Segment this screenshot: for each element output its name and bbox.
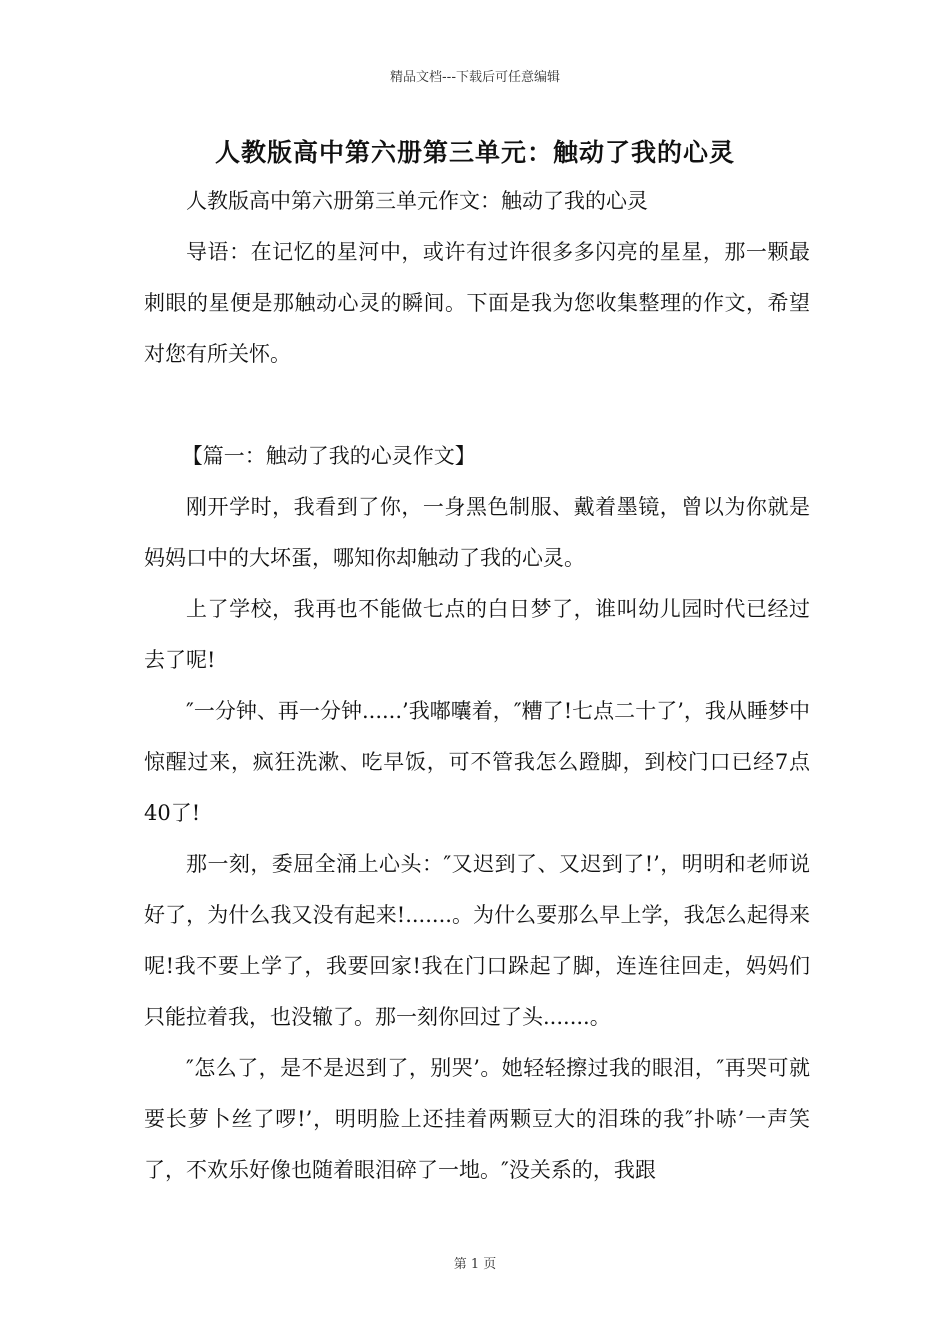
body-paragraph: 那一刻，委屈全涌上心头：″又迟到了、又迟到了!’，明明和老师说好了，为什么我又没有起来!.......。为什么要那么早上学，我怎么起得来呢!我不要上学了，我要回家!我在门口跺起了脚，连连往回走，妈妈们只能拉着我，也没辙了。那一刻你回过了头.......。: [144, 852, 810, 1029]
intro-paragraph: 导语：在记忆的星河中，或许有过许很多多闪亮的星星，那一颗最刺眼的星便是那触动心灵的瞬间。下面是我为您收集整理的作文，希望对您有所关怀。: [144, 240, 810, 366]
document-body: [144, 176, 810, 1196]
blank-line: [144, 380, 810, 431]
body-paragraph: 上了学校，我再也不能做七点的白日梦了，谁叫幼儿园时代已经过去了呢!: [144, 597, 810, 672]
body-paragraph: 刚开学时，我看到了你，一身黑色制服、戴着墨镜，曾以为你就是妈妈口中的大坏蛋，哪知你却触动了我的心灵。: [144, 495, 810, 570]
section-heading: 【篇一：触动了我的心灵作文】: [181, 444, 476, 468]
subtitle-paragraph: 人教版高中第六册第三单元作文：触动了我的心灵: [186, 189, 648, 213]
body-paragraph: ″一分钟、再一分钟......’我嘟囔着，″糟了!七点二十了’，我从睡梦中惊醒过来，疯狂洗漱、吃早饭，可不管我怎么蹬脚，到校门口已经7点40了!: [144, 699, 810, 825]
body-paragraph: ″怎么了，是不是迟到了，别哭’。她轻轻擦过我的眼泪，″再哭可就要长萝卜丝了啰!’，明明脸上还挂着两颗豆大的泪珠的我″扑哧’一声笑了，不欢乐好像也随着眼泪碎了一地。″没关系的，我跟: [144, 1056, 810, 1182]
document-title: 人教版高中第六册第三单元：触动了我的心灵: [214, 138, 735, 167]
page-number: 第 1 页: [453, 1257, 497, 1272]
page-header: 精品文档---下载后可任意编辑: [389, 70, 561, 85]
